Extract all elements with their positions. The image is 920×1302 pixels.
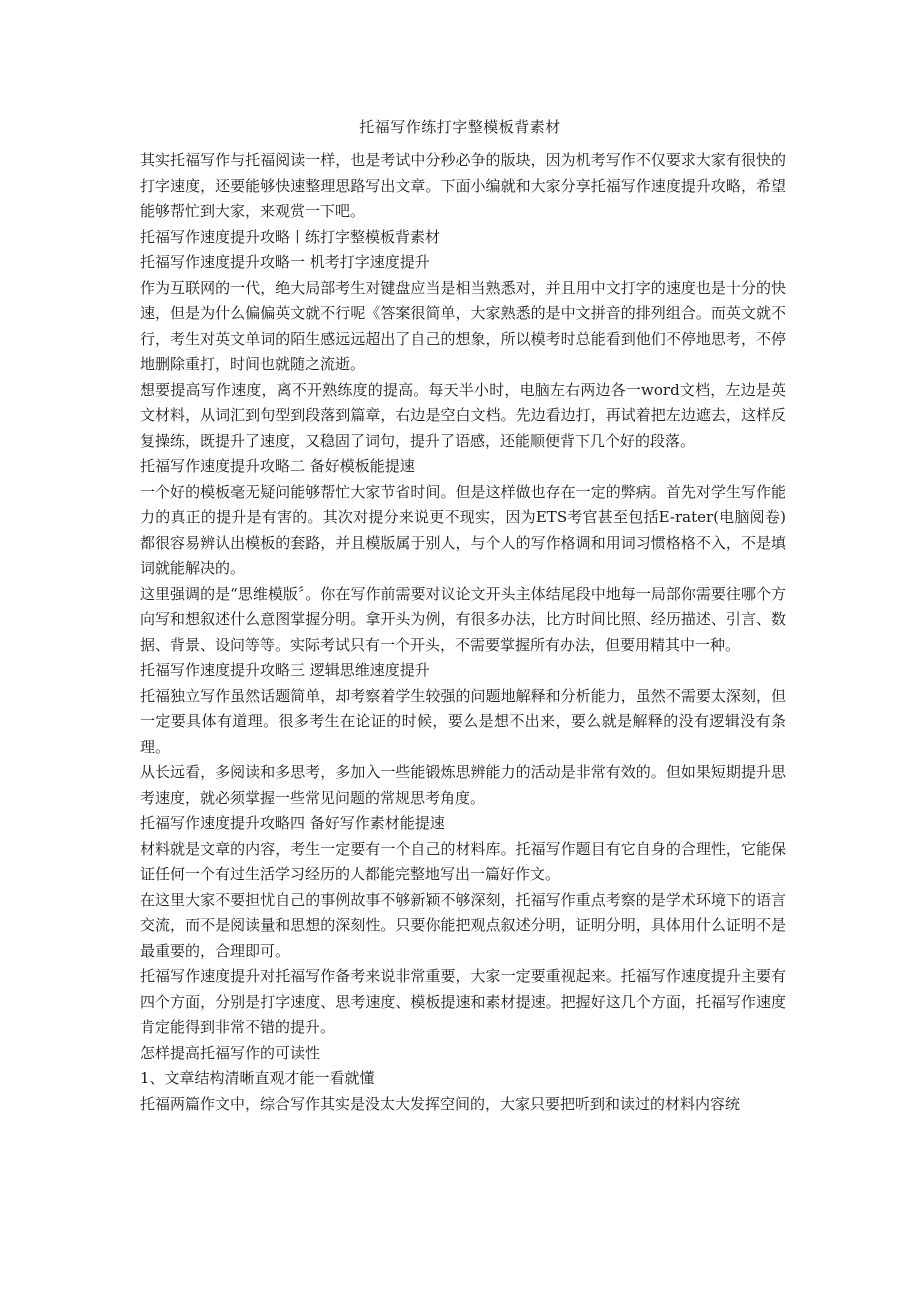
document-title: 托福写作练打字整模板背素材: [359, 118, 561, 136]
paragraph: 托福写作速度提升对托福写作备考来说非常重要，大家一定要重视起来。托福写作速度提升主要有四个方面，分别是打字速度、思考速度、模板提速和素材提速。把握好这几个方面，托福写作速度肯定能得到非常不错的提升。: [140, 967, 786, 1036]
section-heading: 托福写作速度提升攻略丨练打字整模板背素材: [140, 227, 441, 246]
paragraph: 材料就是文章的内容，考生一定要有一个自己的材料库。托福写作题目有它自身的合理性，它能保证任何一个有过生活学习经历的人都能完整地写出一篇好作文。: [140, 839, 786, 883]
section-heading: 托福写作速度提升攻略二 备好模板能提速: [140, 457, 415, 475]
paragraph: 从长远看，多阅读和多思考，多加入一些能锻炼思辨能力的活动是非常有效的。但如果短期提升思考速度，就必须掌握一些常见问题的常规思考角度。: [140, 763, 786, 807]
section-heading: 托福写作速度提升攻略四 备好写作素材能提速: [140, 814, 445, 832]
paragraph: 作为互联网的一代，绝大局部考生对键盘应当是相当熟悉对，并且用中文打字的速度也是十分的快速，但是为什么偏偏英文就不行呢《答案很简单，大家熟悉的是中文拼音的排列组合。而英文就不行，考生对英文单词的陌生感远远超出了自己的想象，所以模考时总能看到他们不停地思考，不停地删除重打，时间也就随之流逝。: [140, 278, 786, 373]
paragraph-intro: 其实托福写作与托福阅读一样，也是考试中分秒必争的版块，因为机考写作不仅要求大家有很快的打字速度，还要能够快速整理思路写出文章。下面小编就和大家分享托福写作速度提升攻略，希望能够帮忙到大家，来观赏一下吧。: [140, 151, 786, 220]
section-heading: 托福写作速度提升攻略三 逻辑思维速度提升: [140, 661, 430, 679]
section-heading: 1、文章结构清晰直观才能一看就懂: [140, 1069, 375, 1087]
section-heading: 托福写作速度提升攻略一 机考打字速度提升: [140, 253, 430, 271]
paragraph: 托福两篇作文中，综合写作其实是没太大发挥空间的，大家只要把听到和读过的材料内容统: [140, 1094, 741, 1113]
document-body: [140, 148, 786, 1117]
paragraph: 想要提高写作速度，离不开熟练度的提高。每天半小时，电脑左右两边各一word文档，左边是英文材料，从词汇到句型到段落到篇章，右边是空白文档。先边看边打，再试着把左边遮去，这样反复操练，既提升了速度，又稳固了词句，提升了语感，还能顺便背下几个好的段落。: [140, 380, 786, 450]
section-heading: 怎样提高托福写作的可读性: [140, 1043, 321, 1062]
paragraph: 托福独立写作虽然话题简单，却考察着学生较强的问题地解释和分析能力，虽然不需要太深刻，但一定要具体有道理。很多考生在论证的时候，要么是想不出来，要么就是解释的没有逻辑没有条理。: [140, 686, 786, 756]
paragraph: 在这里大家不要担忧自己的事例故事不够新颖不够深刻，托福写作重点考察的是学术环境下的语言交流，而不是阅读量和思想的深刻性。只要你能把观点叙述分明，证明分明，具体用什么证明不是最重要的，合理即可。: [140, 890, 786, 960]
paragraph: 一个好的模板毫无疑问能够帮忙大家节省时间。但是这样做也存在一定的弊病。首先对学生写作能力的真正的提升是有害的。其次对提分来说更不现实，因为ETS考官甚至包括E-rater(电脑阅卷)都很容易辨认出模板的套路，并且模版属于别人，与个人的写作格调和用词习惯格格不入，不是填词就能解决的。: [140, 482, 786, 577]
paragraph: 这里强调的是“思维模版〞。你在写作前需要对议论文开头主体结尾段中地每一局部你需要往哪个方向写和想叙述什么意图掌握分明。拿开头为例，有很多办法，比方时间比照、经历描述、引言、数据、背景、设问等等。实际考试只有一个开头，不需要掌握所有办法，但要用精其中一种。: [140, 584, 786, 654]
